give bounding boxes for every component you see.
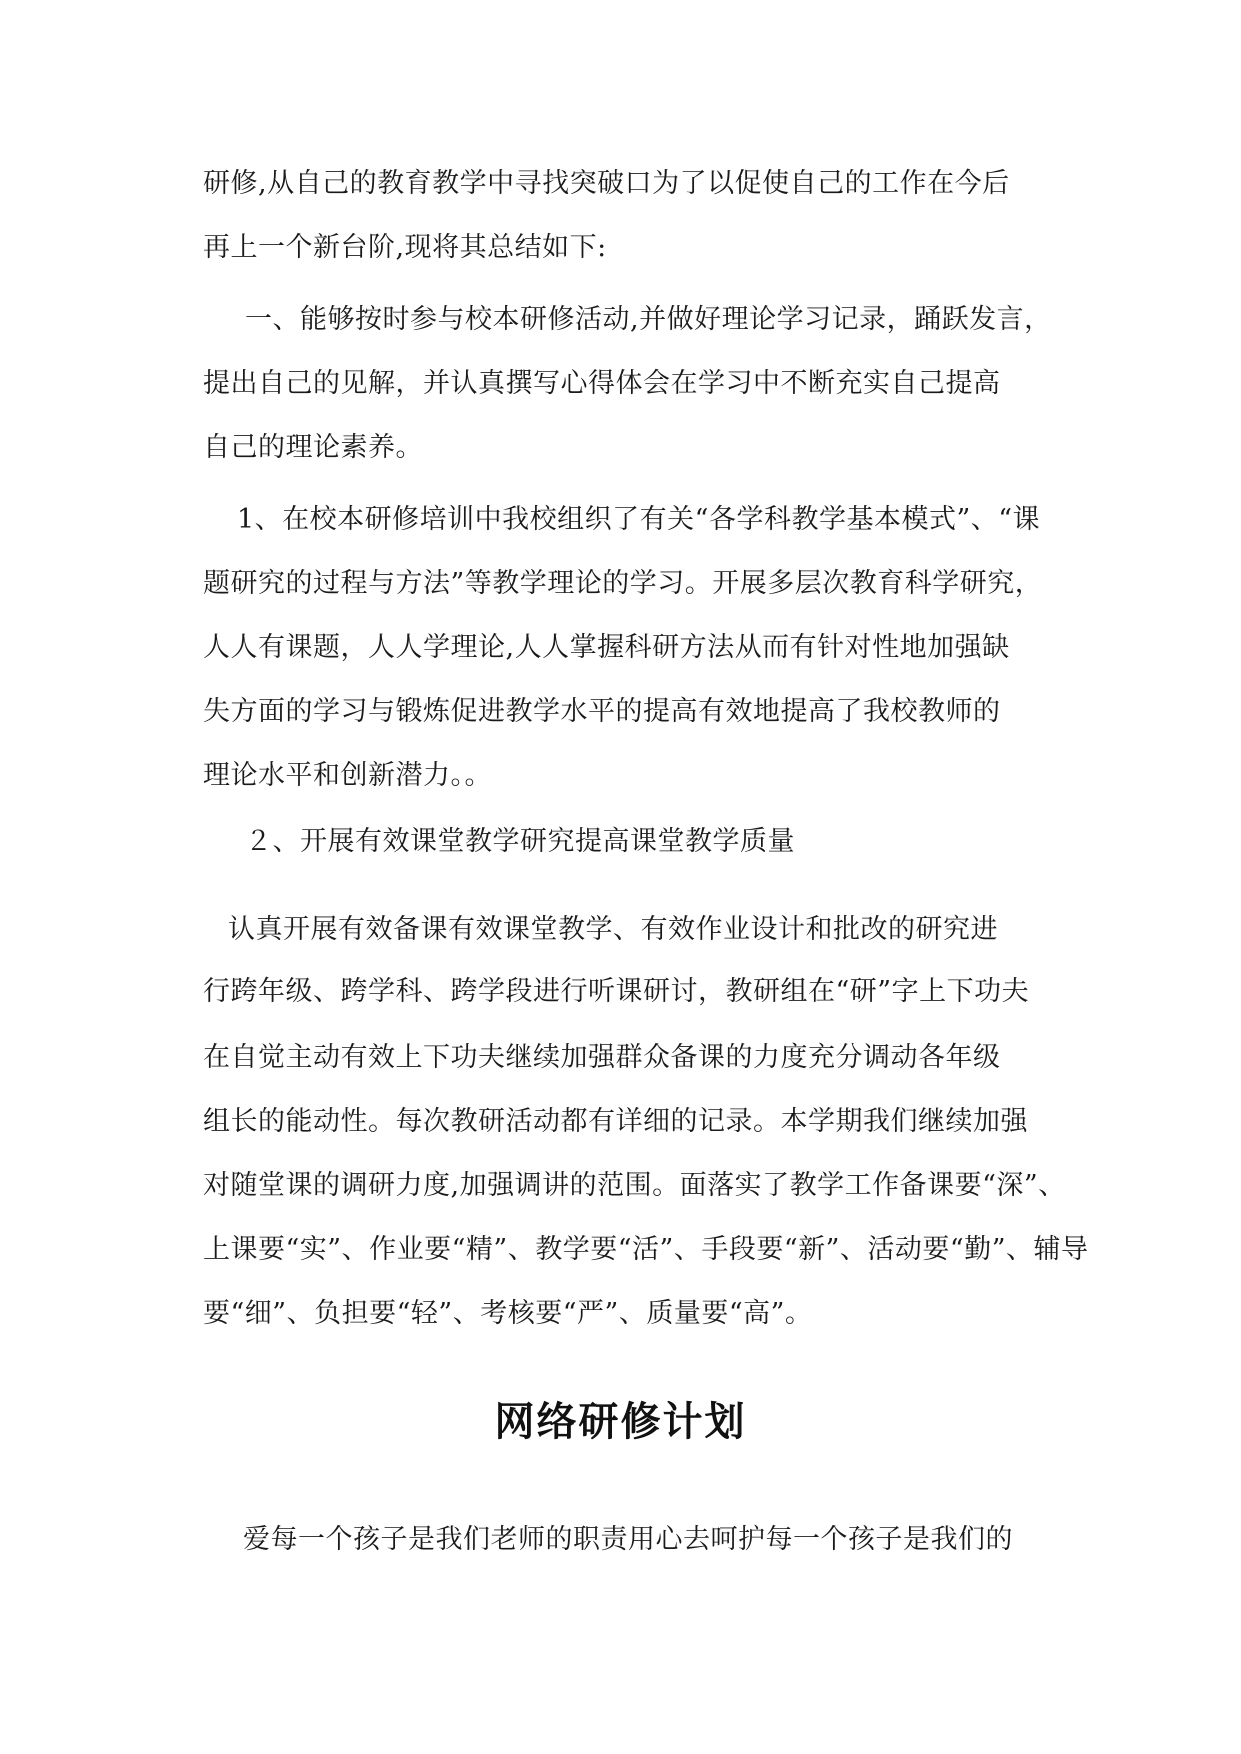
paragraph-line-12: 认真开展有效备课有效课堂教学、有效作业设计和批改的研究进: [228, 914, 998, 945]
section-heading-1: 一、能够按时参与校本研修活动,并做好理论学习记录，踊跃发言，: [245, 304, 1052, 335]
paragraph-line-16: 对随堂课的调研力度,加强调讲的范围。面落实了教学工作备课要“深”、: [203, 1170, 1066, 1201]
document-title: 网络研修计划: [494, 1399, 747, 1445]
closing-paragraph-line: 爱每一个孩子是我们老师的职责用心去呵护每一个孩子是我们的: [243, 1524, 1013, 1555]
paragraph-line-10: 理论水平和创新潜力。。: [203, 760, 492, 791]
paragraph-line-9: 失方面的学习与锻炼促进教学水平的提高有效地提高了我校教师的: [203, 696, 1001, 727]
paragraph-line-13: 行跨年级、跨学科、跨学段进行听课研讨，教研组在“研”字上下功夫: [203, 976, 1030, 1007]
paragraph-line-4: 提出自己的见解，并认真撰写心得体会在学习中不断充实自己提高: [203, 368, 1001, 399]
paragraph-line-8: 人人有课题，人人学理论,人人掌握科研方法从而有针对性地加强缺: [203, 632, 1010, 663]
paragraph-line-5: 自己的理论素养。: [203, 432, 423, 463]
subsection-heading-1: 1、在校本研修培训中我校组织了有关“各学科教学基本模式”、“课: [237, 504, 1041, 535]
paragraph-line-7: 题研究的过程与方法”等教学理论的学习。开展多层次教育科学研究，: [203, 568, 1043, 599]
paragraph-line-18: 要“细”、负担要“轻”、考核要“严”、质量要“高”。: [203, 1298, 813, 1329]
subsection-heading-2: ２、开展有效课堂教学研究提高课堂教学质量: [245, 826, 795, 857]
paragraph-line-17: 上课要“实”、作业要“精”、教学要“活”、手段要“新”、活动要“勤”、辅导: [203, 1234, 1089, 1265]
paragraph-line-2: 再上一个新台阶,现将其总结如下:: [203, 232, 607, 263]
paragraph-line-1: 研修,从自己的教育教学中寻找突破口为了以促使自己的工作在今后: [203, 168, 1010, 199]
paragraph-line-14: 在自觉主动有效上下功夫继续加强群众备课的力度充分调动各年级: [203, 1042, 1001, 1073]
paragraph-line-15: 组长的能动性。每次教研活动都有详细的记录。本学期我们继续加强: [203, 1106, 1028, 1137]
